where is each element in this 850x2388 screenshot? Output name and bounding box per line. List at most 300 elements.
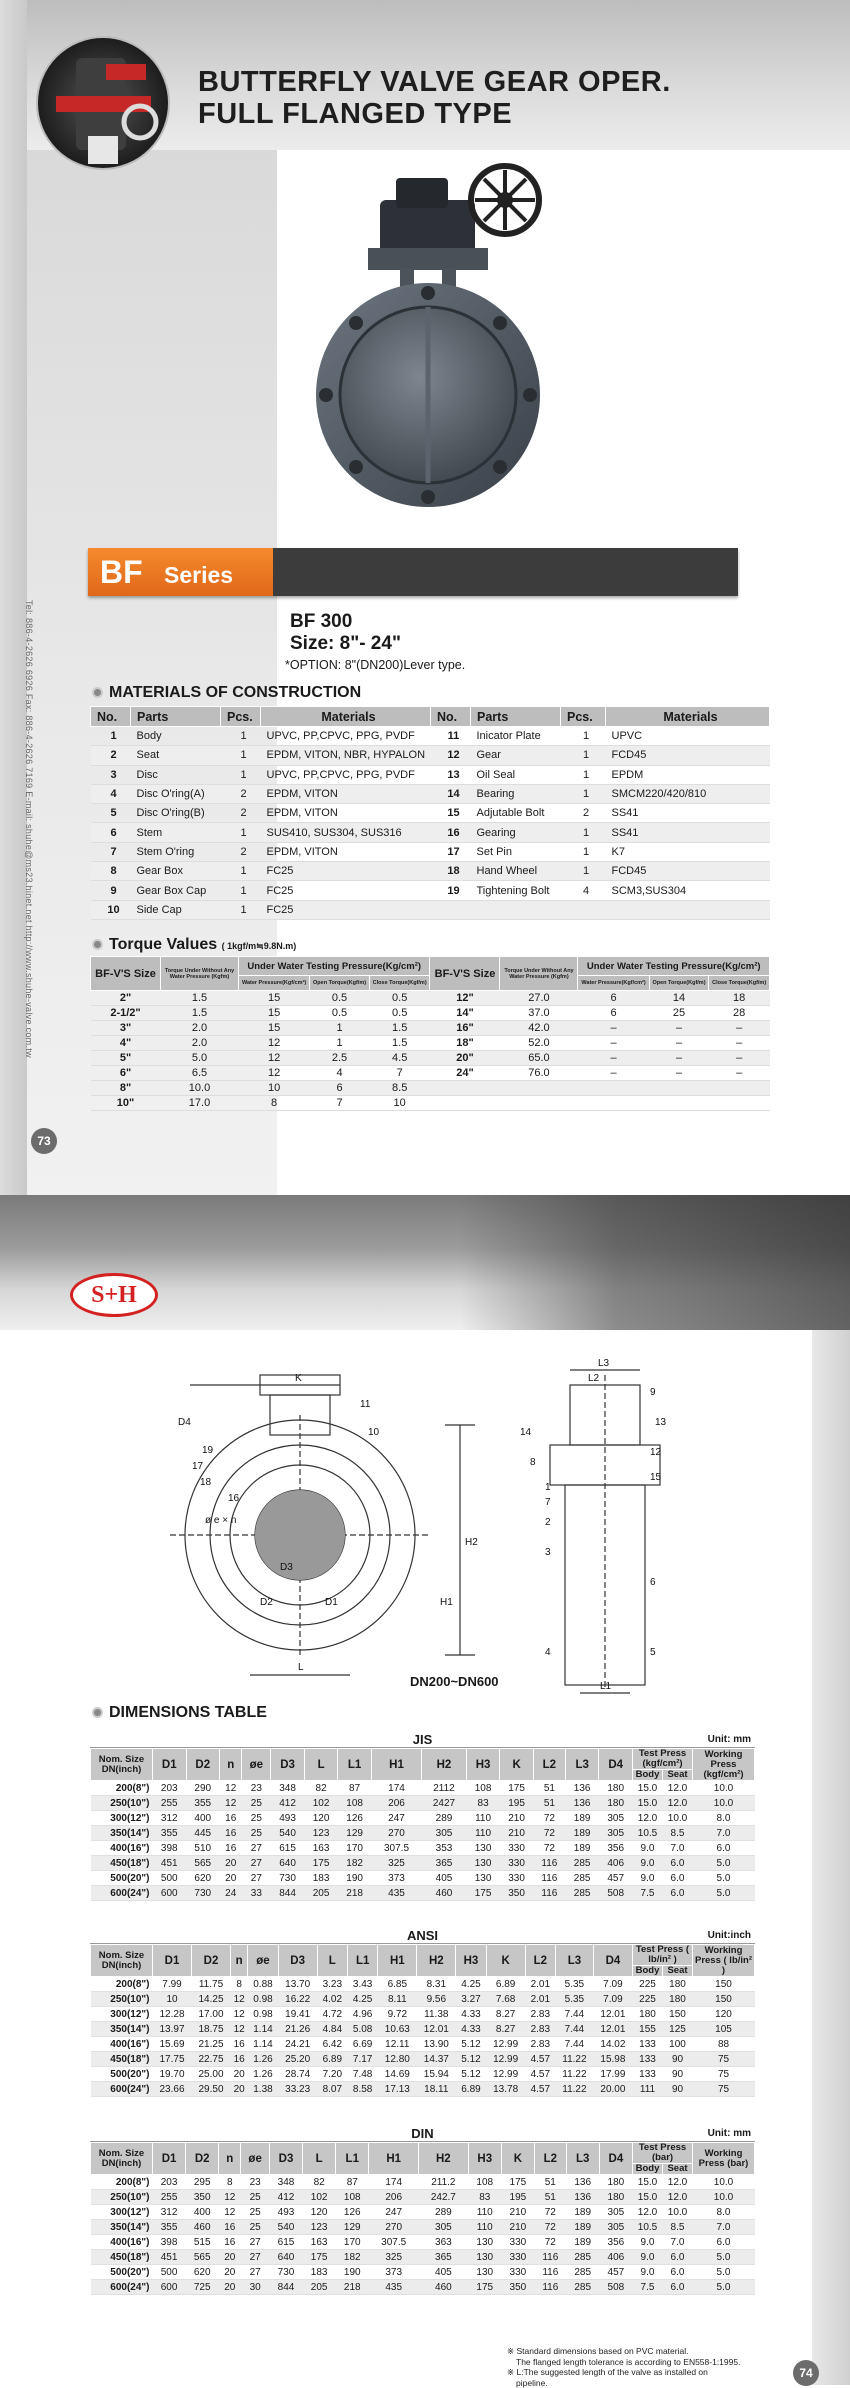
table-cell: 9 <box>91 881 131 900</box>
table-cell: 125 <box>663 2022 693 2037</box>
table-cell: 5.12 <box>456 2052 486 2067</box>
table-cell: 218 <box>338 1886 372 1901</box>
table-cell: EPDM <box>606 765 770 784</box>
unit-label: Unit:inch <box>707 1930 751 1941</box>
table-cell: 330 <box>500 1856 534 1871</box>
table-cell <box>561 900 606 919</box>
table-cell: 1.26 <box>248 2067 278 2082</box>
side-contact-text: Tel: 886-4-2626 6926 Fax: 886-4-2626 7169 E-mail: shuhe@ms23.hinet.net http://www.shuhe-valve.com.tw <box>24 600 34 1058</box>
table-cell: 15.69 <box>153 2037 192 2052</box>
table-cell: 305 <box>599 2205 632 2220</box>
table-cell: Tightening Bolt <box>471 881 561 900</box>
table-cell: 9.0 <box>633 1871 663 1886</box>
table-cell: 163 <box>304 1841 338 1856</box>
table-cell: 844 <box>271 1886 305 1901</box>
table-cell: 110 <box>466 1811 500 1826</box>
table-cell: 130 <box>468 2250 501 2265</box>
table-cell: 9.0 <box>633 1841 663 1856</box>
table-cell: 12.99 <box>486 2067 525 2082</box>
table-cell: Side Cap <box>131 900 221 919</box>
table-cell: – <box>709 1036 770 1051</box>
table-cell: 25 <box>241 2205 270 2220</box>
table-cell: 133 <box>633 2067 663 2082</box>
table-cell: 365 <box>419 2250 469 2265</box>
table-cell: FCD45 <box>606 746 770 765</box>
table-cell: 600 <box>153 2280 186 2295</box>
table-cell: 6 <box>578 1006 649 1021</box>
table-cell: 500(20") <box>91 2265 153 2280</box>
table-cell: 451 <box>153 1856 187 1871</box>
table-cell: 5.0 <box>693 1871 755 1886</box>
table-cell: 180 <box>599 2190 632 2205</box>
table-cell: 1 <box>221 900 261 919</box>
table-cell: 12.0 <box>663 2190 693 2205</box>
sub-header: Water Pressure(Kgf/cm²) <box>239 976 310 991</box>
table-cell: 12 <box>219 2190 241 2205</box>
no-pressure-header: Torque Under Without Any Water Pressure (Kgfm) <box>500 957 578 991</box>
table-cell: 730 <box>186 1886 220 1901</box>
working-press-header: Working Press ( lb/in² ) <box>693 1945 755 1977</box>
table-cell: 116 <box>534 2265 566 2280</box>
table-cell: 211.2 <box>419 2175 469 2190</box>
table-cell: Gear Box <box>131 862 221 881</box>
table-cell: 82 <box>303 2175 336 2190</box>
table-cell: 2.83 <box>525 2022 555 2037</box>
table-cell: 300(12") <box>91 2007 153 2022</box>
torque-row <box>91 1066 770 1081</box>
table-cell: 13.70 <box>278 1977 317 1992</box>
table-cell: 14 <box>649 991 709 1006</box>
table-cell: 3.43 <box>347 1977 377 1992</box>
col-header: n <box>219 2143 241 2175</box>
table-cell: 5.0 <box>693 2250 755 2265</box>
col-header: L1 <box>338 1749 372 1781</box>
table-cell: 493 <box>269 2205 302 2220</box>
table-cell: 12 <box>231 1992 248 2007</box>
table-cell: 189 <box>566 2235 599 2250</box>
table-cell: 7.0 <box>663 2235 693 2250</box>
table-cell: UPVC <box>606 727 770 746</box>
col-header: H3 <box>456 1945 486 1977</box>
table-cell: 4.72 <box>317 2007 347 2022</box>
table-cell: 350(14") <box>91 1826 153 1841</box>
table-cell: 8.58 <box>347 2082 377 2097</box>
table-cell: 9.0 <box>633 2250 663 2265</box>
table-cell: 4.33 <box>456 2022 486 2037</box>
table-cell: Gear <box>471 746 561 765</box>
table-cell: 4 <box>310 1066 370 1081</box>
dimensions-row <box>91 1781 755 1796</box>
table-cell: 210 <box>500 1826 534 1841</box>
table-cell: 5.0 <box>693 2265 755 2280</box>
table-cell: 16" <box>430 1021 500 1036</box>
table-cell: 12" <box>430 991 500 1006</box>
table-cell: 15.98 <box>593 2052 632 2067</box>
table-cell: 180 <box>663 1992 693 2007</box>
table-cell: 12.0 <box>663 1796 693 1811</box>
dimensions-row <box>91 2265 755 2280</box>
table-cell: 189 <box>566 2205 599 2220</box>
col-header: L3 <box>565 1749 599 1781</box>
sub-header: Water Pressure(Kgf/cm²) <box>578 976 649 991</box>
table-cell: 242.7 <box>419 2190 469 2205</box>
materials-row <box>91 746 770 765</box>
table-cell: 8 <box>239 1096 310 1111</box>
table-cell: 325 <box>371 1856 421 1871</box>
table-cell: 130 <box>468 2235 501 2250</box>
table-cell: 110 <box>468 2205 501 2220</box>
col-header: D2 <box>186 2143 219 2175</box>
table-cell: 11.22 <box>555 2052 593 2067</box>
table-cell: 1 <box>221 823 261 842</box>
col-header: L1 <box>347 1945 377 1977</box>
table-cell: 10.0 <box>693 1781 755 1796</box>
table-cell: 180 <box>599 1796 633 1811</box>
table-cell: 175 <box>468 2280 501 2295</box>
table-cell: 13.97 <box>153 2022 192 2037</box>
table-cell: 205 <box>304 1886 338 1901</box>
table-cell: 100 <box>663 2037 693 2052</box>
table-cell: 7.44 <box>555 2022 593 2037</box>
table-cell: – <box>578 1051 649 1066</box>
table-cell: 65.0 <box>500 1051 578 1066</box>
series-banner <box>88 548 738 596</box>
table-cell: 7.20 <box>317 2067 347 2082</box>
table-cell: 6.42 <box>317 2037 347 2052</box>
table-cell: 12 <box>220 1781 242 1796</box>
table-cell: 27 <box>241 2250 270 2265</box>
table-cell: 42.0 <box>500 1021 578 1036</box>
dim-label: 7 <box>545 1497 551 1508</box>
table-cell: 12 <box>231 2022 248 2037</box>
table-cell: – <box>709 1051 770 1066</box>
table-cell: 20 <box>219 2265 241 2280</box>
dimensions-row <box>91 1871 755 1886</box>
table-cell: 1.5 <box>161 991 239 1006</box>
table-cell: 17.00 <box>192 2007 231 2022</box>
table-cell: 205 <box>303 2280 336 2295</box>
option-note: *OPTION: 8"(DN200)Lever type. <box>285 658 466 672</box>
table-cell: 150 <box>663 2007 693 2022</box>
col-header: D2 <box>192 1945 231 1977</box>
table-cell: 17.13 <box>378 2082 417 2097</box>
table-cell: – <box>649 1066 709 1081</box>
table-cell: 75 <box>693 2082 755 2097</box>
table-cell: 136 <box>566 2175 599 2190</box>
dimensions-row <box>91 2280 755 2295</box>
table-cell: 28 <box>709 1006 770 1021</box>
table-cell: 174 <box>369 2175 419 2190</box>
table-cell: 16 <box>231 2037 248 2052</box>
table-cell: 5" <box>91 1051 161 1066</box>
table-cell: 175 <box>466 1886 500 1901</box>
table-cell: 285 <box>566 2250 599 2265</box>
dim-label: H2 <box>465 1537 478 1548</box>
table-cell: 12.01 <box>417 2022 456 2037</box>
dim-label: 10 <box>368 1427 380 1438</box>
company-logo: S+H <box>70 1273 158 1317</box>
table-cell: 412 <box>271 1796 305 1811</box>
col-header: D4 <box>599 1749 633 1781</box>
table-cell: 2.01 <box>525 1977 555 1992</box>
table-cell: 116 <box>534 2280 566 2295</box>
table-cell: K7 <box>606 842 770 861</box>
table-cell: 600(24") <box>91 2280 153 2295</box>
col-header: D2 <box>186 1749 220 1781</box>
table-cell: 307.5 <box>371 1841 421 1856</box>
table-cell: 33 <box>242 1886 271 1901</box>
table-cell: 7.09 <box>593 1977 632 1992</box>
no-pressure-header: Torque Under Without Any Water Pressure (Kgfm) <box>161 957 239 991</box>
table-cell: 9.72 <box>378 2007 417 2022</box>
table-cell: 76.0 <box>500 1066 578 1081</box>
table-cell: 10" <box>91 1096 161 1111</box>
table-cell: 6.0 <box>663 1856 693 1871</box>
table-cell <box>578 1096 649 1111</box>
table-cell: 11.38 <box>417 2007 456 2022</box>
table-cell <box>649 1081 709 1096</box>
col-header: øe <box>248 1945 278 1977</box>
table-cell: 225 <box>633 1992 663 2007</box>
table-cell: 11.22 <box>555 2082 593 2097</box>
table-cell: 180 <box>599 2175 632 2190</box>
table-cell: 108 <box>466 1781 500 1796</box>
sub-header: Seat <box>663 2164 693 2175</box>
table-cell: 1.26 <box>248 2052 278 2067</box>
dimensions-row <box>91 2235 755 2250</box>
working-press-header: Working Press (kgf/cm²) <box>693 1749 755 1781</box>
table-cell: 6.89 <box>317 2052 347 2067</box>
table-cell: 13 <box>431 765 471 784</box>
table-cell: 16 <box>219 2235 241 2250</box>
dimensions-row <box>91 1886 755 1901</box>
din-dimensions-table <box>90 2142 755 2295</box>
table-cell: 6.85 <box>378 1977 417 1992</box>
table-cell: 10 <box>91 900 131 919</box>
table-cell: 218 <box>336 2280 369 2295</box>
page-title-line2: FULL FLANGED TYPE <box>198 98 513 130</box>
table-cell: 130 <box>466 1871 500 1886</box>
table-cell: 82 <box>304 1781 338 1796</box>
table-cell: 175 <box>303 2250 336 2265</box>
dim-label: 5 <box>650 1647 656 1658</box>
table-cell: 126 <box>338 1811 372 1826</box>
table-cell: 72 <box>534 2205 566 2220</box>
col-header: K <box>500 1749 534 1781</box>
drawing-caption: DN200~DN600 <box>410 1674 499 1689</box>
table-cell: 2112 <box>422 1781 467 1796</box>
dimensions-row <box>91 2067 755 2082</box>
table-cell: 5.08 <box>347 2022 377 2037</box>
table-cell: 116 <box>534 2250 566 2265</box>
table-cell: EPDM, VITON <box>261 842 431 861</box>
dimension-drawing <box>150 1355 690 1695</box>
table-cell: 120 <box>304 1811 338 1826</box>
size-range: Size: 8"- 24" <box>290 633 401 654</box>
table-cell: 12 <box>219 2205 241 2220</box>
dim-label: 14 <box>520 1427 532 1438</box>
table-cell: 19.41 <box>278 2007 317 2022</box>
dimensions-row <box>91 1796 755 1811</box>
table-cell: 0.98 <box>248 1992 278 2007</box>
col-header: D3 <box>271 1749 305 1781</box>
table-cell: 300(12") <box>91 2205 153 2220</box>
dimensions-row <box>91 2052 755 2067</box>
table-cell: 16 <box>220 1841 242 1856</box>
dim-label: 17 <box>192 1461 204 1472</box>
table-cell: 116 <box>533 1886 565 1901</box>
series-code: BF <box>100 554 143 590</box>
table-cell: 72 <box>533 1826 565 1841</box>
table-cell: 2427 <box>422 1796 467 1811</box>
series-word: Series <box>164 562 234 588</box>
dimensions-row <box>91 2022 755 2037</box>
table-cell: 72 <box>533 1811 565 1826</box>
table-cell: 250(10") <box>91 1796 153 1811</box>
col-header: L2 <box>525 1945 555 1977</box>
table-cell: 8 <box>231 1977 248 1992</box>
table-cell: 373 <box>369 2265 419 2280</box>
table-cell: 312 <box>153 1811 187 1826</box>
table-cell: 844 <box>269 2280 302 2295</box>
table-cell: 1 <box>221 746 261 765</box>
table-cell: 6 <box>91 823 131 842</box>
side-strip <box>812 1330 850 2385</box>
table-cell: Adjutable Bolt <box>471 804 561 823</box>
butterfly-valve-image <box>300 160 590 520</box>
table-cell: 355 <box>153 1826 187 1841</box>
sub-header: Open Torque(Kgf/m) <box>310 976 370 991</box>
table-cell: Set Pin <box>471 842 561 861</box>
table-cell: 450(18") <box>91 2052 153 2067</box>
table-cell: 90 <box>663 2082 693 2097</box>
table-cell: 14.69 <box>378 2067 417 2082</box>
table-cell: 20 <box>220 1871 242 1886</box>
table-cell: 8 <box>91 862 131 881</box>
table-cell: 225 <box>633 1977 663 1992</box>
table-cell: 305 <box>599 1826 633 1841</box>
table-cell: UPVC, PP,CPVC, PPG, PVDF <box>261 765 431 784</box>
table-cell: 5.0 <box>693 2280 755 2295</box>
table-cell: 7.5 <box>633 2280 663 2295</box>
dim-label: D1 <box>325 1597 338 1608</box>
table-cell: 356 <box>599 1841 633 1856</box>
table-cell: 130 <box>466 1856 500 1871</box>
table-cell: 7 <box>310 1096 370 1111</box>
table-cell: 10 <box>239 1081 310 1096</box>
table-cell: 285 <box>566 2280 599 2295</box>
table-cell: 350 <box>186 2190 219 2205</box>
table-cell: 163 <box>303 2235 336 2250</box>
table-cell: 300(12") <box>91 1811 153 1826</box>
table-cell: 4.57 <box>525 2067 555 2082</box>
col-header: K <box>501 2143 534 2175</box>
table-cell: EPDM, VITON, NBR, HYPALON <box>261 746 431 765</box>
page-number: 74 <box>793 2360 819 2386</box>
table-cell: 25 <box>649 1006 709 1021</box>
table-cell: 0.5 <box>369 1006 430 1021</box>
col-header: Nom. Size DN(inch) <box>91 1749 153 1781</box>
table-cell: 6.0 <box>663 2250 693 2265</box>
table-cell: Disc <box>131 765 221 784</box>
col-header: H1 <box>371 1749 421 1781</box>
table-cell: 27 <box>242 1871 271 1886</box>
table-cell: 2 <box>221 842 261 861</box>
table-cell: 51 <box>534 2175 566 2190</box>
table-cell: 398 <box>153 2235 186 2250</box>
table-cell: 6.89 <box>486 1977 525 1992</box>
dim-label: 13 <box>655 1417 667 1428</box>
table-cell: 4" <box>91 1036 161 1051</box>
table-cell: 5.35 <box>555 1977 593 1992</box>
col-header: D4 <box>593 1945 632 1977</box>
col-header: Parts <box>131 707 221 727</box>
table-cell: 6.89 <box>456 2082 486 2097</box>
table-cell: 25 <box>241 2190 270 2205</box>
table-cell: 11 <box>431 727 471 746</box>
table-cell: 189 <box>565 1826 599 1841</box>
table-cell: 23 <box>242 1781 271 1796</box>
table-cell: 457 <box>599 2265 632 2280</box>
table-cell: 1.38 <box>248 2082 278 2097</box>
table-cell: 8.5 <box>663 2220 693 2235</box>
table-cell: 460 <box>186 2220 219 2235</box>
torque-row <box>91 1036 770 1051</box>
table-cell: 4 <box>91 784 131 803</box>
table-cell: 0.88 <box>248 1977 278 1992</box>
table-cell: 330 <box>500 1841 534 1856</box>
table-cell: 1.14 <box>248 2037 278 2052</box>
table-cell: 51 <box>533 1781 565 1796</box>
table-cell: 25 <box>242 1826 271 1841</box>
table-cell: 330 <box>501 2250 534 2265</box>
table-cell: 330 <box>501 2265 534 2280</box>
table-cell: 2.83 <box>525 2007 555 2022</box>
table-cell: 406 <box>599 1856 633 1871</box>
test-press-header: Test Press (kgf/cm²) <box>633 1749 693 1770</box>
table-cell: 22.75 <box>192 2052 231 2067</box>
torque-row <box>91 1081 770 1096</box>
table-cell: SS41 <box>606 804 770 823</box>
table-cell: 27 <box>241 2265 270 2280</box>
table-cell: 12.0 <box>663 1781 693 1796</box>
dimensions-row <box>91 1826 755 1841</box>
table-cell: 4.25 <box>456 1977 486 1992</box>
col-header: H3 <box>468 2143 501 2175</box>
table-cell: 12.0 <box>633 1811 663 1826</box>
col-header: n <box>231 1945 248 1977</box>
torque-table <box>90 956 770 1111</box>
table-cell: 16 <box>220 1826 242 1841</box>
table-cell: 250(10") <box>91 1992 153 2007</box>
sub-header: Close Torque(Kgf/m) <box>369 976 430 991</box>
table-cell: 108 <box>336 2190 369 2205</box>
table-cell: 51 <box>534 2190 566 2205</box>
table-cell: 19.70 <box>153 2067 192 2082</box>
table-cell: 0.5 <box>369 991 430 1006</box>
dim-label: 12 <box>650 1447 662 1458</box>
table-cell: 110 <box>468 2220 501 2235</box>
din-table-block <box>90 2126 755 2295</box>
table-cell: 350(14") <box>91 2022 153 2037</box>
dim-label: D2 <box>260 1597 273 1608</box>
table-cell: 348 <box>271 1781 305 1796</box>
table-cell: – <box>709 1066 770 1081</box>
table-cell: 1 <box>561 727 606 746</box>
table-cell: 330 <box>501 2235 534 2250</box>
table-cell: 305 <box>599 1811 633 1826</box>
table-cell: 116 <box>533 1856 565 1871</box>
